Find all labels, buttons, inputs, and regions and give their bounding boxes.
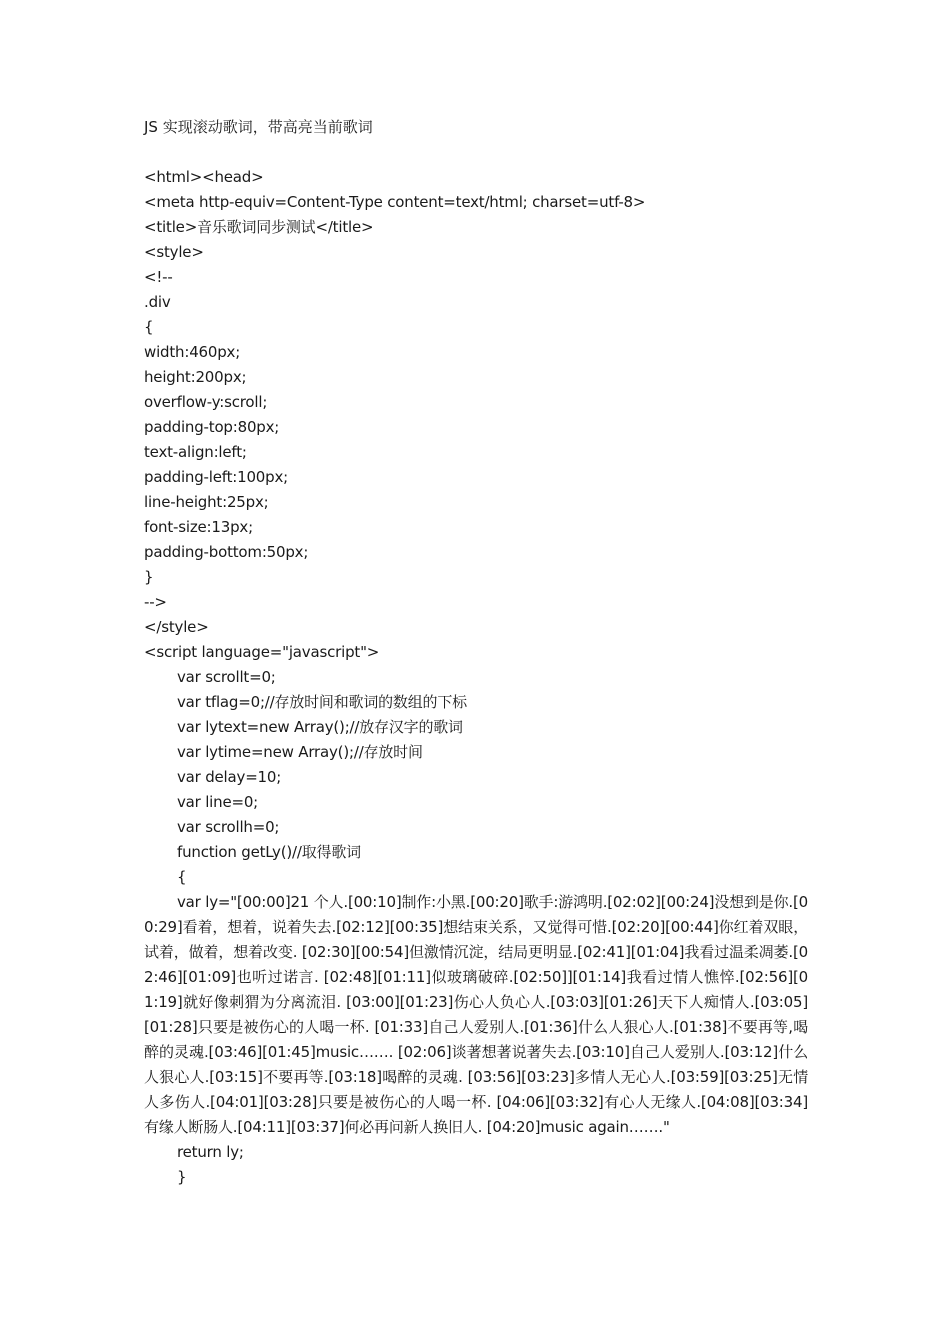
- code-line: var delay=10;: [177, 768, 282, 786]
- code-line: return ly;: [177, 1143, 244, 1161]
- code-line: }: [144, 568, 154, 586]
- code-line: width:460px;: [144, 343, 241, 361]
- code-line: <title>音乐歌词同步测试</title>: [144, 218, 374, 236]
- code-line: <meta http-equiv=Content-Type content=text/html; charset=utf-8>: [144, 193, 646, 211]
- code-line: height:200px;: [144, 368, 247, 386]
- code-line: .div: [144, 293, 171, 311]
- code-line: <script language="javascript">: [144, 643, 380, 661]
- code-line: -->: [144, 593, 167, 611]
- code-line: line-height:25px;: [144, 493, 269, 511]
- code-line: padding-bottom:50px;: [144, 543, 309, 561]
- code-line: function getLy()//取得歌词: [177, 843, 361, 861]
- code-line: padding-left:100px;: [144, 468, 288, 486]
- document-title: JS 实现滚动歌词，带高亮当前歌词: [144, 118, 373, 136]
- code-line: var scrollh=0;: [177, 818, 280, 836]
- code-line: var scrollt=0;: [177, 668, 276, 686]
- code-line: </style>: [144, 618, 209, 636]
- code-line: {: [177, 868, 187, 886]
- code-line: font-size:13px;: [144, 518, 253, 536]
- code-line: <!--: [144, 268, 173, 286]
- document-page: [144, 115, 808, 1190]
- code-line: {: [144, 318, 154, 336]
- code-line: var lytime=new Array();//存放时间: [177, 743, 423, 761]
- code-line: var lytext=new Array();//放存汉字的歌词: [177, 718, 463, 736]
- code-line: var line=0;: [177, 793, 259, 811]
- code-line: overflow-y:scroll;: [144, 393, 268, 411]
- lyrics-string: var ly="[00:00]21 个人.[00:10]制作:小黑.[00:20]歌手:游鸿明.[02:02][00:24]没想到是你.[00:29]看着，想着，说着失去.[02:12][00:35]想结束关系，又觉得可惜.[02:20][00:44]你红着双眼，试着，做着，想着改变. [02:30][00:54]但激情沉淀，结局更明显.[02:41][01:04]我看过温柔凋萎.[02:46][01:09]也听过诺言. [02:48][01:11]似玻璃破碎.[02:50]][01:14]我看过情人憔悴.[02:56][01:19]就好像刺猬为分离流泪. [03:00][01:23]伤心人负心人.[03:03][01:26]天下人痴情人.[03:05][01:28]只要是被伤心的人喝一杯. [01:33]自己人爱别人.[01:36]什么人狠心人.[01:38]不要再等,喝醉的灵魂.[03:46][01:45]music……. [02:06]谈著想著说著失去.[03:10]自己人爱别人.[03:12]什么人狠心人.[03:15]不要再等.[03:18]喝醉的灵魂. [03:56][03:23]多情人无心人.[03:59][03:25]无情人多伤人.[04:01][03:28]只要是被伤心的人喝一杯. [04:06][03:32]有心人无缘人.[04:08][03:34]有缘人断肠人.[04:11][03:37]何必再问新人换旧人. [04:20]music again…….": [144, 893, 808, 1136]
- code-line: }: [177, 1168, 187, 1186]
- code-block: [144, 165, 808, 1190]
- code-line: var tflag=0;//存放时间和歌词的数组的下标: [177, 693, 467, 711]
- code-line: <html><head>: [144, 168, 264, 186]
- code-line: text-align:left;: [144, 443, 247, 461]
- code-line: <style>: [144, 243, 204, 261]
- code-line: padding-top:80px;: [144, 418, 280, 436]
